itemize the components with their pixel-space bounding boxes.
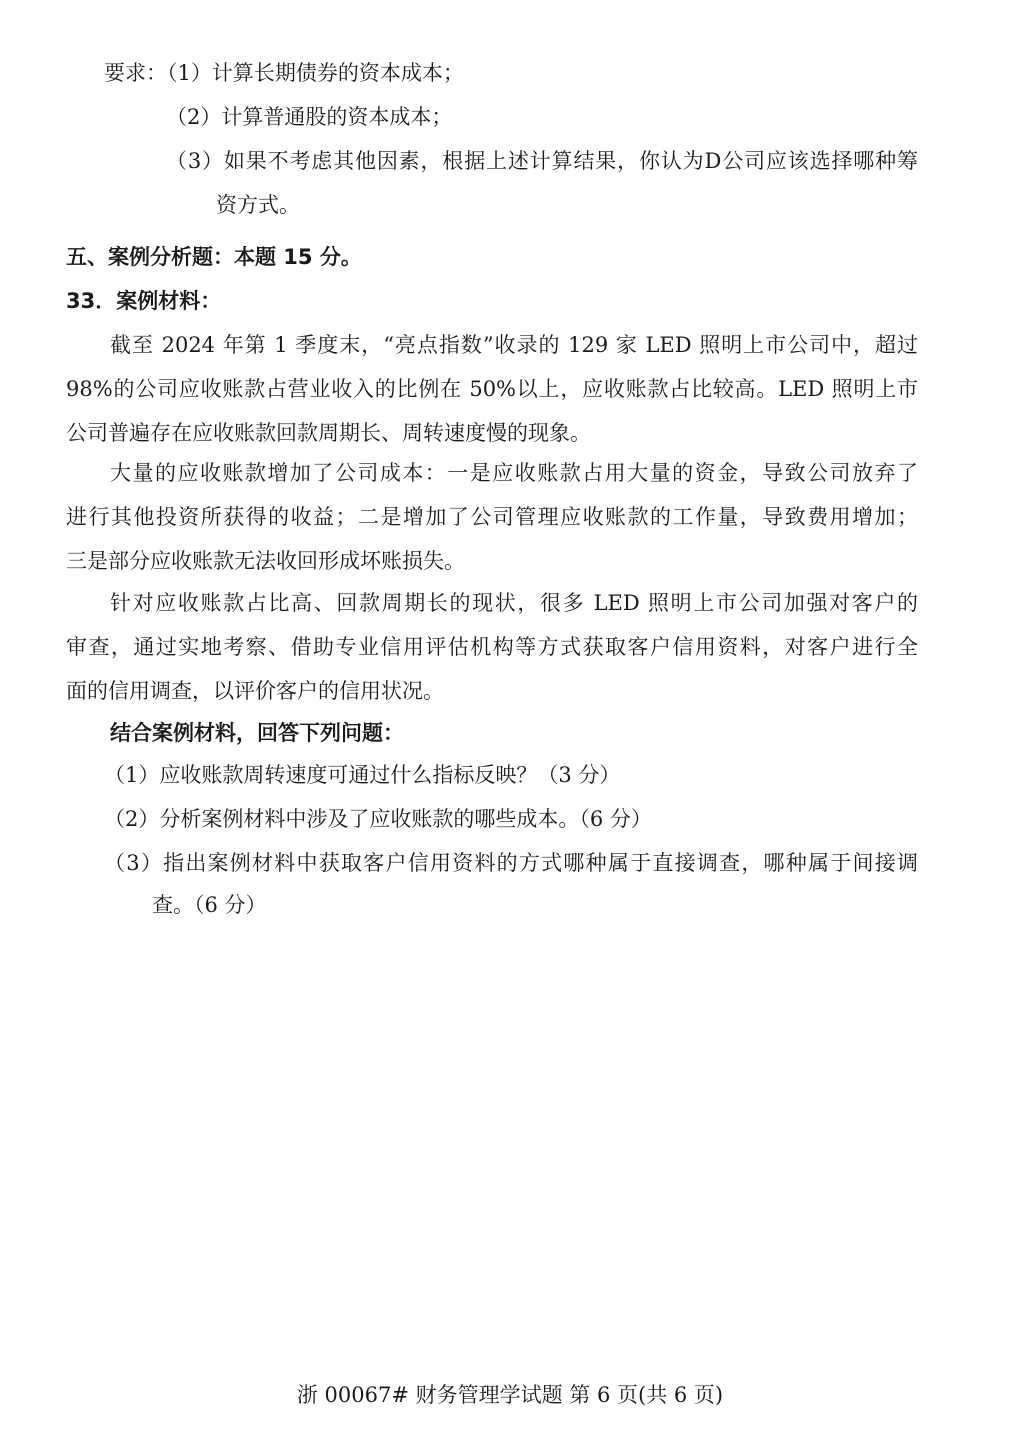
case-para-3-line-1: 针对应收账款占比高、回款周期长的现状，很多 LED 照明上市公司加强对客户的 bbox=[110, 591, 918, 615]
requirements-label: 要求： bbox=[104, 61, 167, 85]
question-33-title: 33．案例材料： bbox=[66, 289, 222, 313]
page-footer: 浙 00067# 财务管理学试题 第 6 页(共 6 页) bbox=[296, 1383, 724, 1407]
requirement-item-1: （1）计算长期债券的资本成本； bbox=[167, 61, 464, 85]
case-para-3-line-3: 面的信用调查，以评价客户的信用状况。 bbox=[66, 679, 444, 703]
section-heading: 五、案例分析题：本题 15 分。 bbox=[66, 245, 362, 269]
case-para-2-line-3: 三是部分应收账款无法收回形成坏账损失。 bbox=[66, 549, 465, 573]
case-para-1-line-3: 公司普遍存在应收账款回款周期长、周转速度慢的现象。 bbox=[66, 421, 591, 445]
case-para-2-line-2: 进行其他投资所获得的收益；二是增加了公司管理应收账款的工作量，导致费用增加； bbox=[66, 505, 918, 529]
sub-question-2: （2）分析案例材料中涉及了应收账款的哪些成本。（6 分） bbox=[104, 807, 652, 831]
sub-question-1: （1）应收账款周转速度可通过什么指标反映？（3 分） bbox=[104, 763, 621, 787]
question-prompt: 结合案例材料，回答下列问题： bbox=[110, 721, 404, 745]
requirements-line-1 bbox=[104, 58, 464, 88]
requirement-item-3-cont: 资方式。 bbox=[216, 193, 300, 217]
requirement-item-2: （2）计算普通股的资本成本； bbox=[166, 105, 453, 129]
sub-question-3-cont: 查。（6 分） bbox=[152, 893, 267, 917]
requirement-item-3: （3）如果不考虑其他因素，根据上述计算结果，你认为D公司应该选择哪种筹 bbox=[166, 149, 918, 173]
case-para-1-line-1: 截至 2024 年第 1 季度末，“亮点指数”收录的 129 家 LED 照明上市公司中，超过 bbox=[110, 333, 918, 357]
case-para-2-line-1: 大量的应收账款增加了公司成本：一是应收账款占用大量的资金，导致公司放弃了 bbox=[110, 461, 918, 485]
case-para-3-line-2: 审查，通过实地考察、借助专业信用评估机构等方式获取客户信用资料，对客户进行全 bbox=[66, 635, 918, 659]
case-para-1-line-2: 98%的公司应收账款占营业收入的比例在 50%以上，应收账款占比较高。LED 照明上市 bbox=[66, 377, 918, 401]
sub-question-3: （3）指出案例材料中获取客户信用资料的方式哪种属于直接调查，哪种属于间接调 bbox=[104, 851, 918, 875]
